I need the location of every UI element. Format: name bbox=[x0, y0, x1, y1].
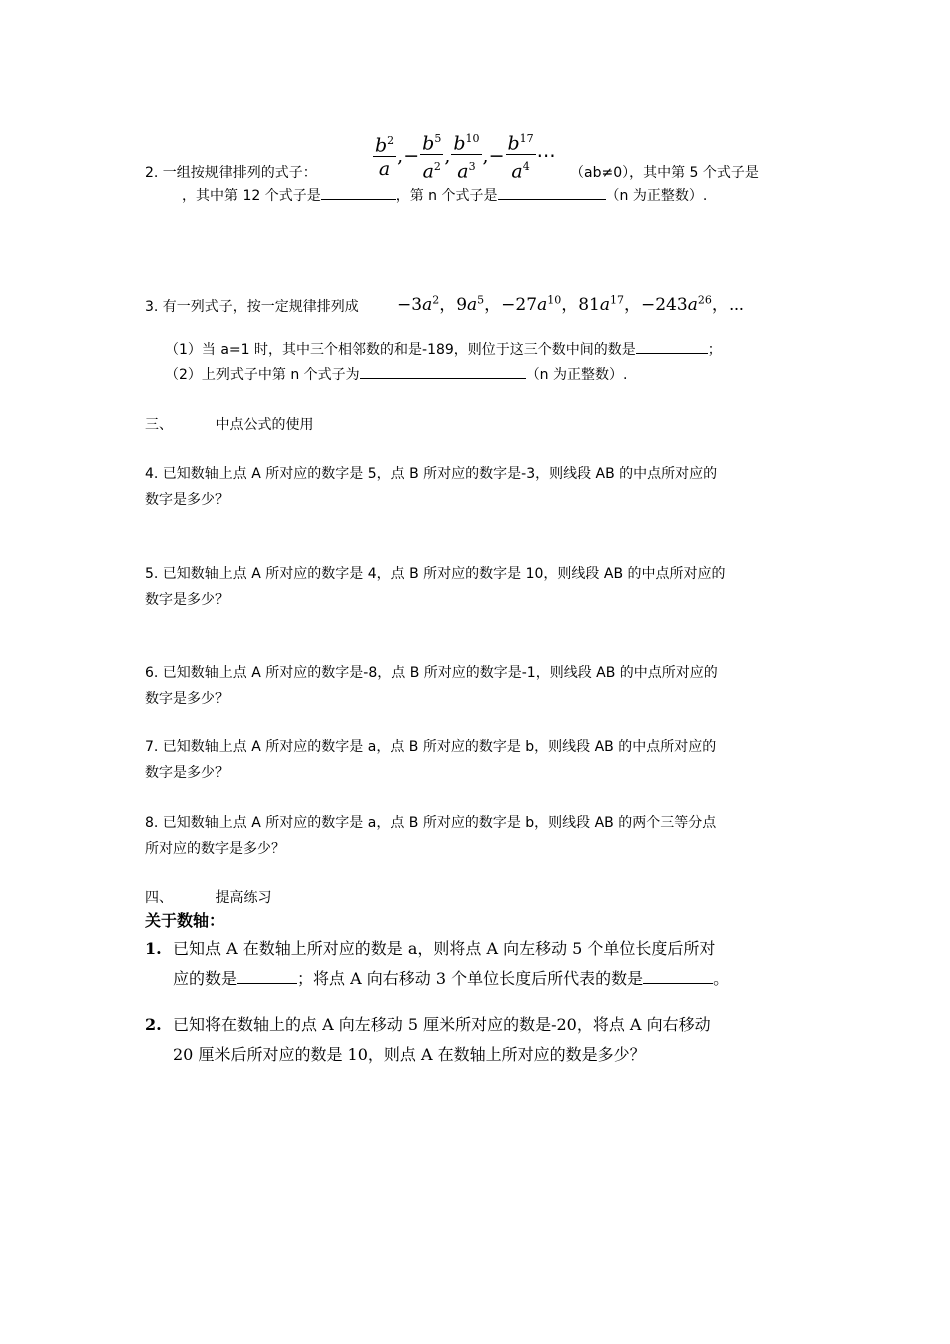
answer-blank[interactable] bbox=[237, 969, 297, 984]
answer-blank[interactable] bbox=[643, 969, 713, 984]
problem-2-line1 bbox=[145, 162, 317, 184]
problem-2-formula: $\frac{b^2}{a}$ ,− $\frac{b^5}{a^2}$ , $\frac{b^{10}}{a^3}$ ,− $\frac{b^{17}}{a^4}$ ⋯ bbox=[372, 128, 556, 184]
problem-3-sub1: （1）当 a=1 时，其中三个相邻数的和是-189，则位于这三个数中间的数是 ； bbox=[165, 339, 722, 361]
section-4-heading: 四、 提高练习 bbox=[145, 890, 272, 906]
answer-blank[interactable] bbox=[321, 185, 396, 200]
problem-3-prefix: 3. 有一列式子，按一定规律排列成 bbox=[145, 299, 359, 315]
question-4: 4. 已知数轴上点 A 所对应的数字是 5，点 B 所对应的数字是-3，则线段 AB 的中点所对应的 数字是多少？ bbox=[145, 466, 718, 508]
fraction-2: $\frac{b^5}{a^2}$ bbox=[420, 128, 443, 184]
answer-blank[interactable] bbox=[360, 364, 526, 379]
problem-2-line2: ，其中第 12 个式子是 ，第 n 个式子是 （n 为正整数）. bbox=[182, 185, 707, 207]
section-3-heading: 三、 中点公式的使用 bbox=[145, 417, 314, 433]
problem-3-sub2: （2）上列式子中第 n 个式子为 （n 为正整数）. bbox=[165, 364, 627, 386]
question-8: 8. 已知数轴上点 A 所对应的数字是 a，点 B 所对应的数字是 b，则线段 AB 的两个三等分点 所对应的数字是多少？ bbox=[145, 815, 717, 857]
fraction-1: $\frac{b^2}{a}$ bbox=[373, 130, 396, 181]
problem-3-sequence: $-3a^2$，$9a^5$，$-27a^{10}$，$81a^{17}$，$-243a^{26}$，⋯ bbox=[397, 293, 745, 315]
numberline-problem-2: 2. 已知将在数轴上的点 A 向左移动 5 厘米所对应的数是-20，将点 A 向右移动 20 厘米后所对应的数是 10，则点 A 在数轴上所对应的数是多少？ bbox=[145, 1012, 711, 1068]
problem-3-line bbox=[145, 296, 359, 318]
fraction-4: $\frac{b^{17}}{a^4}$ bbox=[506, 128, 536, 184]
problem-number: 2. bbox=[145, 1015, 162, 1034]
question-6: 6. 已知数轴上点 A 所对应的数字是-8，点 B 所对应的数字是-1，则线段 AB 的中点所对应的 数字是多少？ bbox=[145, 665, 718, 707]
answer-blank[interactable] bbox=[636, 339, 708, 354]
problem-number: 1. bbox=[145, 939, 162, 958]
numberline-problem-1: 1. 已知点 A 在数轴上所对应的数是 a，则将点 A 向左移动 5 个单位长度后所对 应的数是 ；将点 A 向右移动 3 个单位长度后所代表的数是 。 bbox=[145, 936, 729, 992]
problem-2-prefix: 2. 一组按规律排列的式子： bbox=[145, 165, 317, 181]
question-7: 7. 已知数轴上点 A 所对应的数字是 a，点 B 所对应的数字是 b，则线段 AB 的中点所对应的 数字是多少？ bbox=[145, 739, 717, 781]
answer-blank[interactable] bbox=[498, 185, 606, 200]
numberline-heading: 关于数轴： bbox=[145, 911, 226, 930]
problem-2-suffix: （ab≠0），其中第 5 个式子是 bbox=[570, 165, 759, 181]
question-5: 5. 已知数轴上点 A 所对应的数字是 4，点 B 所对应的数字是 10，则线段 AB 的中点所对应的 数字是多少？ bbox=[145, 566, 726, 608]
fraction-3: $\frac{b^{10}}{a^3}$ bbox=[451, 128, 481, 184]
